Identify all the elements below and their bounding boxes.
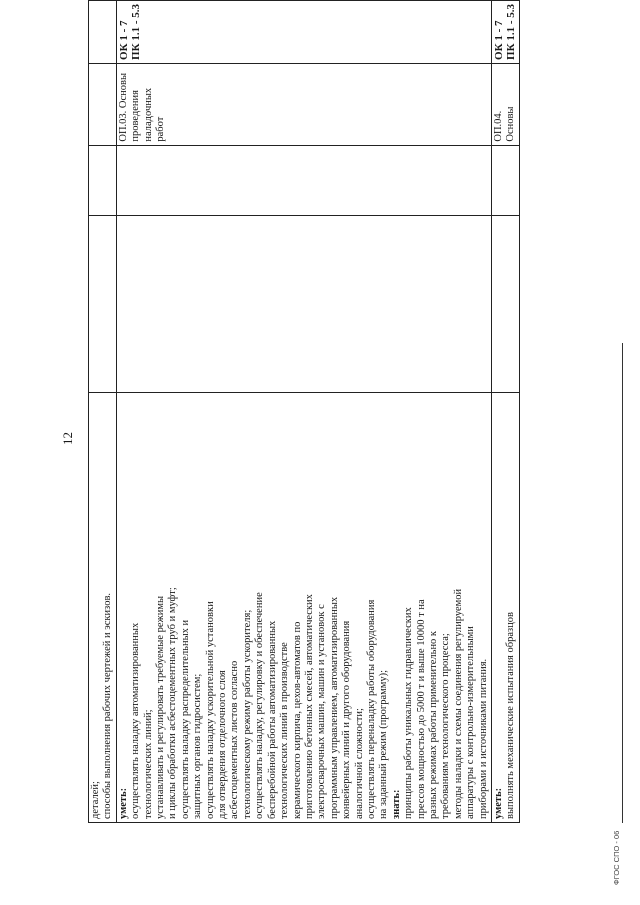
empty-cell-2 — [492, 145, 520, 216]
skills-line: способы выполнения рабочих чертежей и эскизов. — [102, 592, 114, 819]
skills-line: выполнять механические испытания образцов — [505, 612, 517, 819]
empty-cell-1 — [116, 216, 491, 393]
skills-cell — [116, 393, 491, 823]
skills-line: устанавливать и регулировать требуемые режимы — [155, 595, 167, 819]
skills-line: деталей; — [90, 781, 101, 819]
table-row — [116, 1, 491, 823]
discipline-line: работ — [155, 116, 167, 142]
skills-line: приготовлению бетонных смесей, автоматических — [303, 594, 315, 819]
skills-line: уметь: — [493, 787, 504, 819]
skills-line: конвейерных линий и другого оборудования — [341, 620, 353, 819]
table-row — [492, 1, 520, 823]
discipline-line: наладочных — [142, 87, 154, 142]
footer-rule — [622, 343, 623, 823]
discipline-cell — [492, 63, 520, 145]
empty-cell-2 — [116, 145, 491, 216]
discipline-cell — [116, 63, 491, 145]
skills-line: технологическому режиму работы ускорителя; — [241, 609, 253, 819]
competency-cell — [492, 1, 520, 64]
empty-cell-1 — [492, 216, 520, 393]
skills-line: требованиям технологического процесса; — [440, 633, 452, 819]
skills-line: знать: — [390, 789, 402, 819]
table-body — [89, 1, 520, 823]
competency-line: ОК 1 - 7 — [493, 20, 505, 60]
competency-line: ПК 1.1 - 5.3 — [130, 4, 143, 60]
skills-line: уметь: — [117, 787, 129, 819]
skills-line: методы наладки и схемы соединения регулируемой — [452, 588, 464, 819]
skills-line: на заданный режим (программу); — [378, 669, 390, 819]
skills-line: и циклы обработки асбестоцементных труб и муфт; — [167, 587, 179, 819]
empty-cell-2 — [89, 145, 117, 216]
skills-line: прессов мощностью до 5000 т и выше 10000 т на — [415, 599, 427, 819]
skills-line: бесперебойной работы автоматизированных — [266, 620, 278, 819]
skills-line: асбестоцементных листов согласно — [229, 660, 241, 819]
skills-line: для отвердения отделочного слоя — [217, 670, 229, 819]
skills-line: осуществлять переналадку работы оборудования — [365, 599, 377, 819]
competency-line: ОК 1 - 7 — [117, 20, 130, 60]
competency-cell — [116, 1, 491, 64]
skills-line: осуществлять наладку, регулировку и обеспечение — [254, 592, 266, 819]
skills-line: осуществлять наладку автоматизированных — [130, 622, 142, 819]
skills-line: осуществлять наладку распределительных и — [179, 619, 191, 819]
skills-cell — [89, 393, 117, 823]
table-row — [89, 1, 117, 823]
skills-line: защитных органов гидросистем; — [192, 673, 204, 819]
competency-cell — [89, 1, 117, 64]
page-number: 12 — [60, 432, 75, 445]
discipline-cell — [89, 63, 117, 145]
footer-code: ФГОС СПО - 06 — [612, 830, 621, 885]
empty-cell-1 — [89, 216, 117, 393]
competency-line: ПК 1.1 - 5.3 — [505, 4, 518, 60]
skills-line: принципы работы уникальных гидравлических — [403, 607, 415, 819]
skills-line: электросварочных машин, машин и установок с — [316, 604, 328, 819]
skills-line: программным управлением, автоматизированных — [328, 596, 340, 819]
skills-line: аналогичной сложности; — [353, 708, 365, 819]
discipline-line: ОП.04. — [493, 110, 504, 142]
skills-line: приборами и источниками питания. — [477, 658, 489, 819]
skills-cell — [492, 393, 520, 823]
skills-line: разных режимах работы применительно к — [427, 630, 439, 819]
skills-line: аппаратуры с контрольно-измерительными — [465, 626, 477, 819]
discipline-line: ОП.03. Основы — [117, 72, 129, 142]
skills-line: керамического кирпича, цехов-автоматов по — [291, 621, 303, 819]
discipline-line: проведения — [130, 90, 142, 142]
curriculum-table — [88, 0, 520, 823]
skills-line: осуществлять наладку ускорительной установки — [204, 601, 216, 819]
skills-line: технологических линий в производстве — [279, 642, 291, 819]
discipline-line: Основы — [505, 106, 517, 142]
skills-line: технологических линий; — [142, 709, 154, 819]
